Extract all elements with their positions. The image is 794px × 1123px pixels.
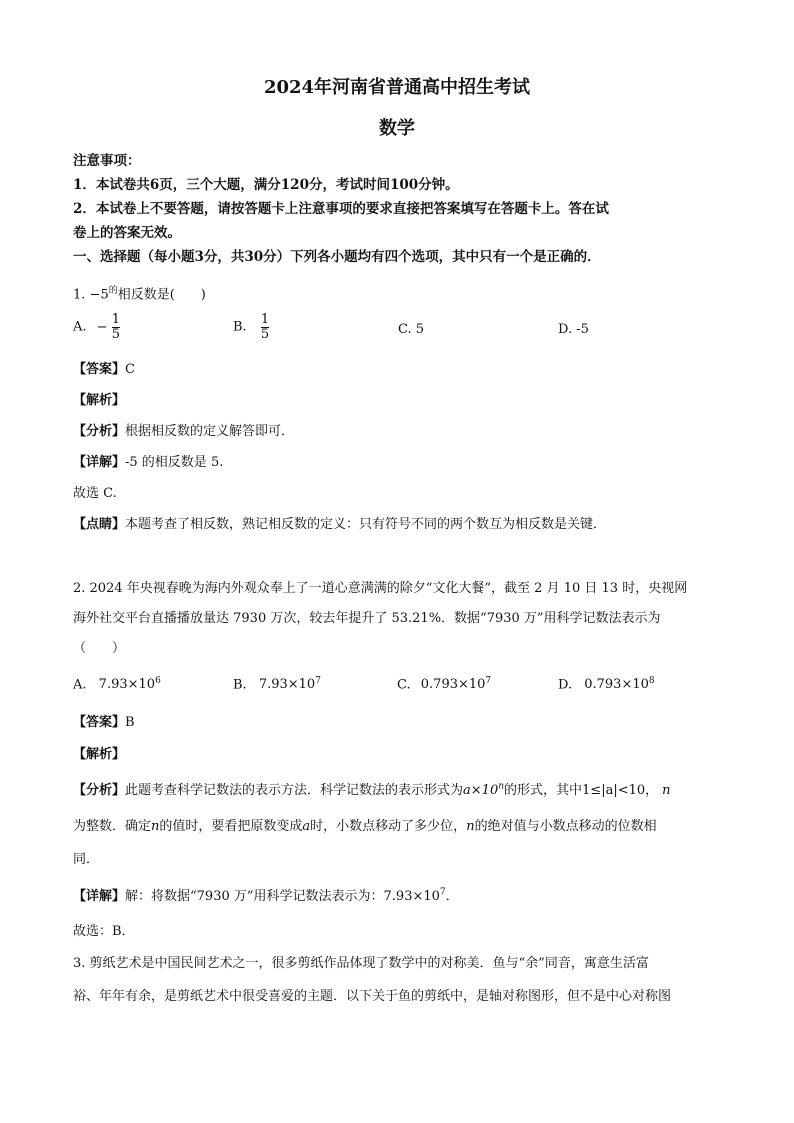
question-2-analysis-line-1: [73, 779, 671, 798]
answer-value: B: [125, 715, 135, 730]
exponent: 6: [155, 676, 161, 686]
question-2-stem-line-2: 海外社交平台直播播放量达 7930 万次，较去年提升了 53.21%．数据“7930 万”用科学记数法表示为: [73, 611, 661, 626]
section-1-heading: 一、选择题（每小题3分，共30分）下列各小题均有四个选项，其中只有一个是正确的．: [73, 249, 601, 265]
notice-item-1: 1．本试卷共6页，三个大题，满分120分，考试时间100分钟。: [73, 177, 459, 193]
denominator: 5: [111, 326, 120, 342]
math-variable: n: [466, 819, 475, 834]
analysis-text: 的绝对值与小数点移动的位数相: [474, 819, 657, 834]
detail-tag: 【详解】: [73, 889, 126, 904]
question-2-jiexi: 【解析】: [73, 747, 126, 762]
math-variable: a: [302, 819, 311, 834]
detail-tag: 【详解】: [73, 455, 126, 470]
question-1-jiexi: 【解析】: [73, 393, 126, 408]
question-number: 1.: [73, 287, 86, 303]
analysis-tag: 【分析】: [73, 424, 126, 439]
question-1-analysis: [73, 420, 294, 439]
question-1-answer: [73, 358, 135, 377]
option-label: B.: [233, 677, 247, 693]
option-label: A.: [73, 677, 87, 693]
question-2-option-d[interactable]: [558, 676, 655, 692]
exponent: n: [498, 781, 505, 792]
question-2-option-c[interactable]: [397, 676, 491, 692]
analysis-text: 的值时，要看把原数变成: [159, 819, 303, 834]
question-3-stem-line-2: 裕、年年有余，是剪纸艺术中很受喜爱的主题．以下关于鱼的剪纸中，是轴对称图形，但不是中心对称图: [73, 989, 672, 1004]
option-label: B.: [233, 319, 247, 335]
question-1-comment: [73, 513, 606, 532]
exponent: 8: [648, 676, 655, 686]
analysis-text: 时，小数点移动了多少位，: [310, 819, 467, 834]
math-expression: 7.93×10: [383, 889, 440, 904]
exam-subject: 数学: [379, 118, 415, 139]
option-label: C.: [397, 677, 411, 693]
numerator: 1: [260, 312, 270, 327]
math-formula: a×10: [463, 783, 499, 798]
exponent: 7: [485, 676, 492, 686]
minus-sign: −: [96, 319, 108, 335]
stem-text: 相反数是( ): [117, 287, 206, 303]
math-variable: n: [151, 819, 160, 834]
question-1-choose: 故选 C.: [73, 486, 117, 501]
question-3-stem-line-1: 3. 剪纸艺术是中国民间艺术之一，很多剪纸作品体现了数学中的对称美．鱼与“余”同音，寓意生活富: [73, 956, 649, 971]
question-1-option-d[interactable]: D. -5: [558, 322, 589, 337]
punctuation: ，: [645, 783, 659, 798]
question-2-stem-line-1: 2. 2024 年央视春晚为海内外观众奉上了一道心意满满的除夕“文化大餐”，截至 2 月 10 日 13 时，央视网: [73, 581, 688, 596]
numerator: 1: [111, 312, 120, 327]
analysis-text: 为整数．确定: [73, 819, 152, 834]
question-2-detail: [73, 885, 459, 904]
exam-title: 2024年河南省普通高中招生考试: [263, 77, 531, 98]
option-label: D.: [558, 677, 573, 693]
analysis-tag: 【分析】: [73, 783, 126, 798]
fraction: [261, 313, 269, 341]
question-1-option-c[interactable]: C. 5: [398, 322, 425, 337]
option-label: A.: [73, 319, 87, 335]
denominator: 5: [260, 326, 270, 342]
answer-value: C: [125, 362, 135, 377]
notice-heading: 注意事项：: [73, 153, 141, 169]
analysis-text: 的形式，其中: [504, 783, 583, 798]
math-expression: −5: [89, 287, 109, 303]
punctuation: ．: [445, 889, 459, 904]
question-1-option-b[interactable]: [233, 313, 269, 341]
question-2-choose: 故选：B．: [73, 924, 135, 939]
comment-text: 本题考查了相反数，熟记相反数的定义：只有符号不同的两个数互为相反数是关键．: [125, 517, 607, 532]
detail-text: 解：将数据“7930 万”用科学记数法表示为：: [125, 889, 384, 904]
question-1-detail: [73, 451, 223, 470]
exponent: 7: [439, 887, 446, 898]
question-1-option-a[interactable]: [73, 313, 120, 341]
question-2-analysis-line-3: 同．: [73, 852, 100, 867]
notice-item-2-line-2: 卷上的答案无效。: [73, 225, 181, 241]
question-2-option-b[interactable]: [233, 676, 321, 692]
option-value: 7.93×10: [98, 677, 156, 693]
option-value: 7.93×10: [258, 677, 316, 693]
question-2-analysis-line-2: [73, 815, 657, 834]
exponent: 7: [315, 676, 321, 686]
analysis-text: 根据相反数的定义解答即可．: [125, 424, 295, 439]
answer-tag: 【答案】: [73, 362, 126, 377]
question-2-answer: [73, 711, 135, 730]
analysis-text: 此题考查科学记数法的表示方法．科学记数法的表示形式为: [125, 783, 464, 798]
question-2-stem-line-3: （ ）: [73, 641, 126, 656]
option-value: 0.793×10: [584, 677, 649, 693]
math-variable: n: [662, 783, 671, 798]
notice-item-2-line-1: 2．本试卷上不要答题，请按答题卡上注意事项的要求直接把答案填写在答题卡上。答在试: [73, 201, 609, 217]
math-range: 1≤|a|<10: [582, 783, 646, 798]
char-de: 的: [108, 286, 118, 296]
question-1-stem: [73, 283, 206, 302]
fraction: [112, 313, 120, 341]
detail-text: -5 的相反数是 5.: [125, 455, 224, 470]
comment-tag: 【点睛】: [73, 517, 126, 532]
option-value: 0.793×10: [420, 677, 486, 693]
question-2-option-a[interactable]: [73, 676, 161, 692]
answer-tag: 【答案】: [73, 715, 126, 730]
